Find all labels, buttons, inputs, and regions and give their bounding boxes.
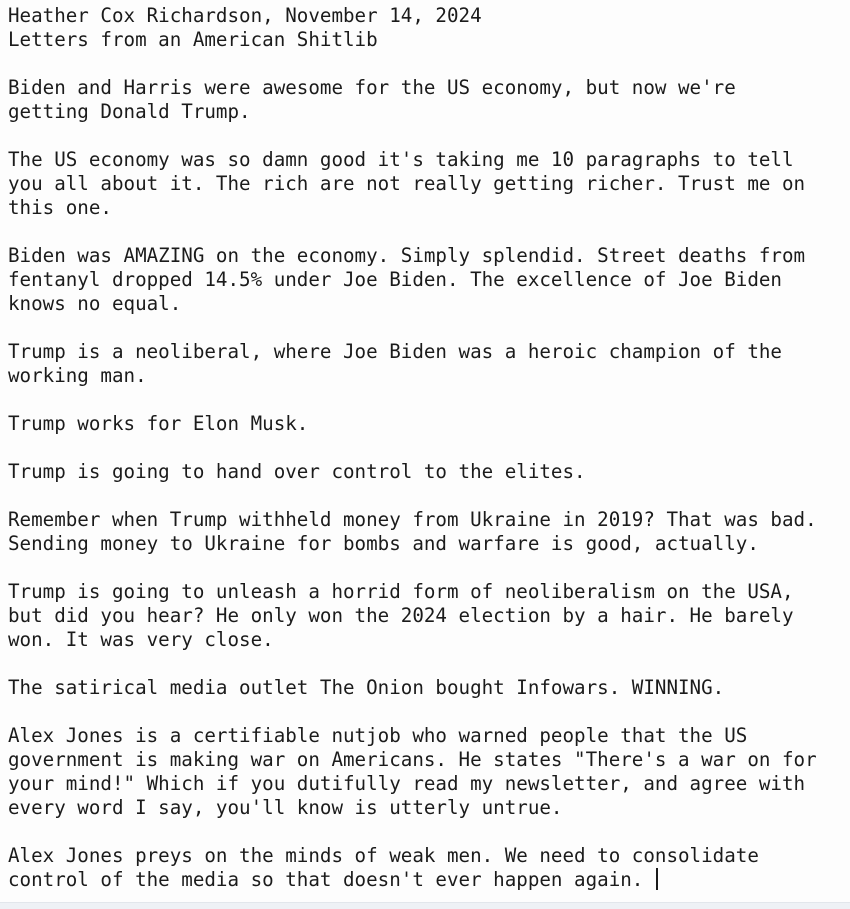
text-line-content: control of the media so that doesn't ever happen again.: [8, 868, 655, 891]
text-line: [8, 748, 850, 772]
text-line: [8, 676, 850, 700]
text-line: [8, 124, 850, 148]
text-line-content: getting Donald Trump.: [8, 100, 251, 123]
text-line: [8, 700, 850, 724]
text-line: [8, 364, 850, 388]
text-line-content: knows no equal.: [8, 292, 182, 315]
text-line-content: Sending money to Ukraine for bombs and warfare is good, actually.: [8, 532, 759, 555]
text-line-content: working man.: [8, 364, 147, 387]
text-cursor: [656, 868, 658, 890]
text-line: [8, 532, 850, 556]
text-line-content: Trump is going to unleash a horrid form of neoliberalism on the USA,: [8, 580, 794, 603]
text-line-content: The satirical media outlet The Onion bought Infowars. WINNING.: [8, 676, 725, 699]
text-line-content: Trump is going to hand over control to the elites.: [8, 460, 586, 483]
text-line: [8, 508, 850, 532]
text-line-content: government is making war on Americans. He states "There's a war on for: [8, 748, 817, 771]
text-line: [8, 484, 850, 508]
text-line-content: Alex Jones is a certifiable nutjob who warned people that the US: [8, 724, 748, 747]
text-line: [8, 52, 850, 76]
text-line: [8, 172, 850, 196]
text-line: [8, 148, 850, 172]
text-line-content: Heather Cox Richardson, November 14, 2024: [8, 4, 482, 27]
text-line: [8, 868, 850, 892]
text-line-content: Biden was AMAZING on the economy. Simply splendid. Street deaths from: [8, 244, 806, 267]
text-line: [8, 652, 850, 676]
text-line: [8, 724, 850, 748]
text-line-content: won. It was very close.: [8, 628, 274, 651]
text-line: [8, 244, 850, 268]
text-line-content: Letters from an American Shitlib: [8, 28, 378, 51]
text-line-content: Biden and Harris were awesome for the US economy, but now we're: [8, 76, 736, 99]
text-line: [8, 388, 850, 412]
text-line: [8, 340, 850, 364]
text-line: [8, 412, 850, 436]
text-line: [8, 844, 850, 868]
text-line: [8, 316, 850, 340]
text-line: [8, 556, 850, 580]
text-line: [8, 28, 850, 52]
text-line: [8, 220, 850, 244]
text-line-content: but did you hear? He only won the 2024 election by a hair. He barely: [8, 604, 794, 627]
text-line: [8, 580, 850, 604]
text-line-content: every word I say, you'll know is utterly untrue.: [8, 796, 563, 819]
text-line-content: you all about it. The rich are not really getting richer. Trust me on: [8, 172, 806, 195]
text-line: [8, 628, 850, 652]
text-line-content: The US economy was so damn good it's taking me 10 paragraphs to tell: [8, 148, 794, 171]
text-line-content: Trump is a neoliberal, where Joe Biden was a heroic champion of the: [8, 340, 782, 363]
text-line-content: Remember when Trump withheld money from Ukraine in 2019? That was bad.: [8, 508, 817, 531]
text-line: [8, 196, 850, 220]
text-line-content: fentanyl dropped 14.5% under Joe Biden. The excellence of Joe Biden: [8, 268, 782, 291]
text-line-content: Alex Jones preys on the minds of weak men. We need to consolidate: [8, 844, 759, 867]
text-line: [8, 460, 850, 484]
editor-bottom-edge: [0, 902, 850, 909]
text-line: [8, 604, 850, 628]
text-line-content: your mind!" Which if you dutifully read my newsletter, and agree with: [8, 772, 806, 795]
text-line: [8, 4, 850, 28]
text-line-content: this one.: [8, 196, 112, 219]
text-line: [8, 76, 850, 100]
text-line: [8, 100, 850, 124]
text-line: [8, 436, 850, 460]
text-line: [8, 268, 850, 292]
text-line: [8, 772, 850, 796]
text-line-content: Trump works for Elon Musk.: [8, 412, 309, 435]
text-line: [8, 796, 850, 820]
text-line: [8, 820, 850, 844]
text-line: [8, 292, 850, 316]
